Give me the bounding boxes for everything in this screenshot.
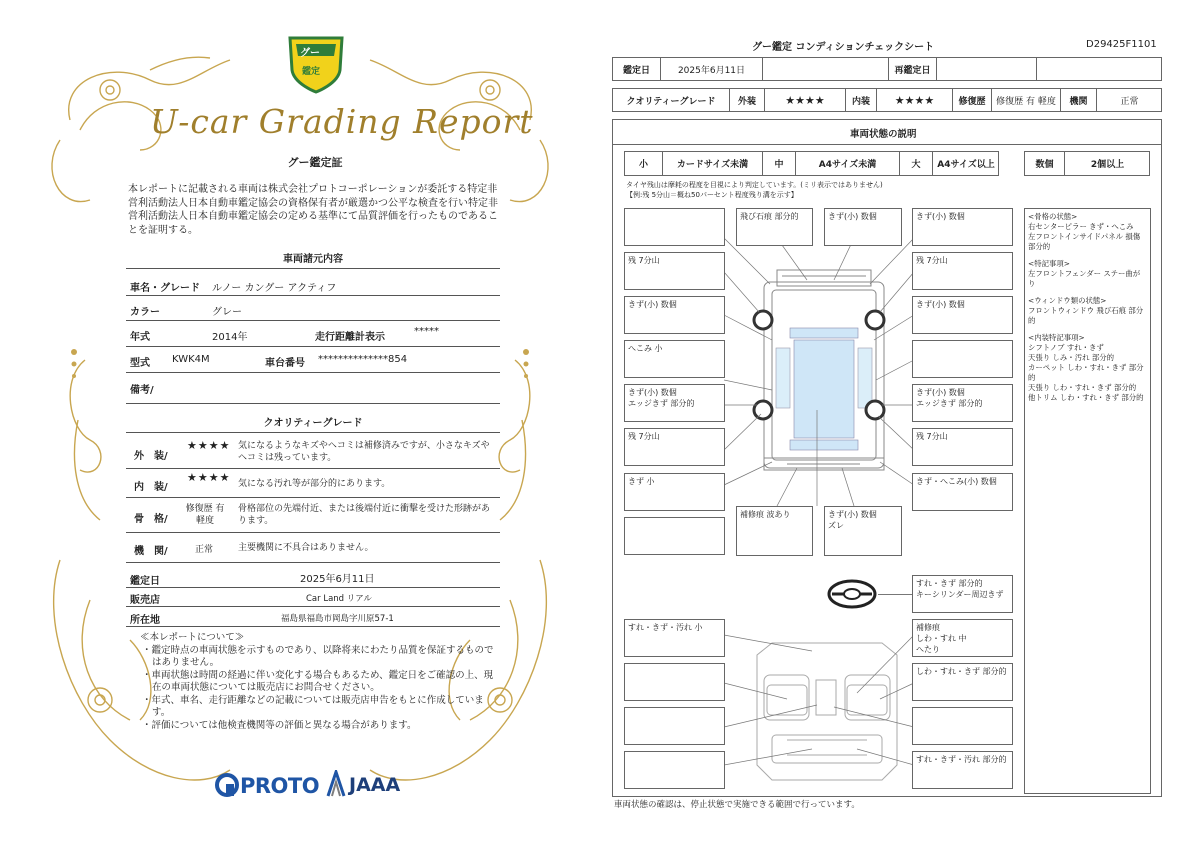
- count-desc: 2個以上: [1090, 160, 1125, 170]
- frame-label: 骨 格/: [134, 514, 168, 525]
- shop-value: Car Land リアル: [306, 594, 372, 604]
- reinspect-value: [937, 58, 1037, 80]
- specs-title: 車両諸元内容: [283, 254, 343, 265]
- damage-box: 補修痕 しわ・すれ 中 へたり: [912, 619, 1013, 657]
- engine-value: 正常: [195, 545, 214, 555]
- tire-note-2: 【例:残 5分山＝概ね50パーセント程度残り溝を示す】: [626, 191, 798, 199]
- size-legend: [624, 151, 999, 176]
- divider: [126, 497, 500, 498]
- date-label: 鑑定日: [130, 576, 160, 587]
- frame-value: 修復歴 有 軽度: [185, 504, 225, 526]
- hist-value: 修復歴 有 軽度: [992, 89, 1061, 111]
- note-item: ・評価については他検査機関等の評価と異なる場合があります。: [142, 719, 417, 731]
- damage-box: 補修痕 波あり: [736, 506, 813, 556]
- footer-note: 車両状態の確認は、停止状態で実施できる範囲で行っています。: [614, 800, 860, 810]
- special-items: <特記事項> 左フロントフェンダー ステー曲がり: [1028, 259, 1141, 288]
- damage-box: きず 小: [624, 473, 725, 511]
- remarks-label: 備考/: [130, 385, 154, 396]
- divider: [612, 144, 1162, 145]
- size-small: 小: [625, 152, 663, 175]
- divider: [126, 587, 500, 588]
- damage-box: [624, 208, 725, 246]
- year-value: 2014年: [212, 332, 248, 343]
- chassis-label: 車台番号: [265, 358, 305, 369]
- count-legend: [1024, 151, 1150, 176]
- proto-logo-icon: [214, 772, 240, 798]
- year-label: 年式: [130, 332, 150, 343]
- grade-row: [612, 88, 1162, 112]
- shop-label: 販売店: [130, 595, 160, 606]
- divider: [126, 320, 500, 321]
- divider: [126, 468, 500, 469]
- hist-label: 修復歴: [953, 89, 992, 111]
- date-label: 鑑定日: [613, 58, 661, 80]
- qg-label: クオリティーグレード: [613, 89, 730, 111]
- blank-cell: [763, 58, 889, 80]
- damage-box: きず・へこみ(小) 数個: [912, 473, 1013, 511]
- sheet-title: グー鑑定 コンディションチェックシート: [752, 42, 935, 53]
- script-title: U-car Grading Report: [150, 102, 534, 141]
- divider: [126, 403, 500, 404]
- exterior-label: 外 装/: [134, 451, 168, 462]
- frame-desc: 骨格部位の先端付近、または後端付近に衝撃を受けた形跡があります。: [238, 504, 491, 526]
- damage-box: すれ・きず・汚れ 部分的: [912, 751, 1013, 789]
- damage-box: きず(小) 数個: [912, 208, 1013, 246]
- divider: [126, 532, 500, 533]
- size-mid-desc: A4サイズ未満: [796, 152, 900, 175]
- date-value: 2025年6月11日: [661, 58, 763, 80]
- tire-note-1: タイヤ残山は摩耗の程度を目視により判定しています。(ミリ表示ではありません): [626, 181, 883, 189]
- engine-label: 機 関/: [134, 546, 168, 557]
- int-stars: ★★★★: [877, 89, 953, 111]
- address-value: 福島県福島市岡島字川原57-1: [281, 614, 394, 624]
- damage-box: [624, 751, 725, 789]
- size-large-desc: A4サイズ以上: [937, 160, 995, 170]
- divider: [126, 626, 500, 627]
- size-large: 大: [900, 152, 933, 175]
- window-notes: <ウィンドウ類の状態> フロントウィンドウ 飛び石痕 部分的: [1028, 296, 1144, 325]
- notes: [140, 632, 500, 732]
- exterior-stars: ★★★★: [187, 439, 231, 452]
- note-item: ・鑑定時点の車両状態を示すものであり、以降将来にわたり品質を保証するものではありません。: [142, 644, 494, 668]
- eng-label: 機関: [1061, 89, 1097, 111]
- divider: [126, 562, 500, 563]
- int-label: 内装: [846, 89, 877, 111]
- count-label: 数個: [1025, 152, 1065, 175]
- size-mid: 中: [763, 152, 796, 175]
- note-item: ・車両状態は時間の経過に伴い変化する場合もあるため、鑑定日をご確認の上、現在の車両状態については販売店にお問合せください。: [142, 669, 494, 693]
- damage-box: [912, 707, 1013, 745]
- damage-box: きず(小) 数個: [912, 296, 1013, 334]
- reinspect-label: 再鑑定日: [889, 58, 937, 80]
- jaaa-logo-text: JAAA: [349, 774, 401, 796]
- divider: [126, 295, 500, 296]
- interior-label: 内 装/: [134, 482, 168, 493]
- mileage-label: 走行距離計表示: [315, 332, 385, 343]
- divider: [126, 346, 500, 347]
- badge-bottom-text: 鑑定: [302, 67, 321, 77]
- interior-stars: ★★★★: [187, 471, 231, 484]
- leader-line: [878, 594, 912, 595]
- ext-label: 外装: [730, 89, 765, 111]
- damage-box: 残 7分山: [624, 428, 725, 466]
- damage-box: きず(小) 数個: [624, 296, 725, 334]
- color-label: カラー: [130, 307, 160, 318]
- goo-badge-icon: [286, 32, 346, 94]
- model-value: KWK4M: [172, 354, 210, 365]
- proto-logo-text: PROTO: [240, 774, 320, 798]
- damage-box: へこみ 小: [624, 340, 725, 378]
- damage-box: [624, 707, 725, 745]
- quality-title: クオリティーグレード: [263, 418, 363, 429]
- divider: [126, 268, 500, 269]
- damage-box: [624, 663, 725, 701]
- ext-stars: ★★★★: [765, 89, 846, 111]
- damage-box: 飛び石痕 部分的: [736, 208, 813, 246]
- badge-top-text: グー: [300, 48, 320, 59]
- sheet-code: D29425F1101: [1086, 39, 1157, 50]
- damage-box: 残 7分山: [624, 252, 725, 290]
- intro-text: 本レポートに記載される車両は株式会社プロトコーポレーションが委託する特定非営利活動法人日本自動車鑑定協会の資格保有者が厳選かつ公平な検査を行い特定非営利活動法人日本自動車鑑定協会の定める基準にて品質評価を行ったものであることを証明する。: [128, 184, 498, 236]
- damage-box: きず(小) 数個 エッジきず 部分的: [912, 384, 1013, 422]
- damage-box: すれ・きず・汚れ 小: [624, 619, 725, 657]
- eng-value: 正常: [1120, 96, 1139, 107]
- steering-wheel-icon: [826, 578, 878, 610]
- interior-desc: 気になる汚れ等が部分的にあります。: [238, 479, 391, 489]
- damage-box: しわ・すれ・きず 部分的: [912, 663, 1013, 701]
- damage-box: きず(小) 数個 エッジきず 部分的: [624, 384, 725, 422]
- state-title: 車両状態の説明: [850, 129, 917, 140]
- divider: [126, 372, 500, 373]
- mileage-value: *****: [414, 326, 439, 337]
- name-value: ルノー カングー アクティフ: [212, 283, 337, 294]
- damage-box: きず(小) 数個: [824, 208, 902, 246]
- color-value: グレー: [212, 307, 242, 318]
- note-item: ・年式、車名、走行距離などの記載については販売店申告をもとに作成しています。: [142, 694, 484, 718]
- model-label: 型式: [130, 358, 150, 369]
- damage-box: [624, 517, 725, 555]
- divider: [126, 606, 500, 607]
- damage-box: 残 7分山: [912, 252, 1013, 290]
- size-small-desc: カードサイズ未満: [663, 152, 763, 175]
- date-value: 2025年6月11日: [300, 574, 375, 585]
- divider: [126, 432, 500, 433]
- damage-box: 残 7分山: [912, 428, 1013, 466]
- address-label: 所在地: [130, 615, 160, 626]
- exterior-desc: 気になるようなキズやヘコミは補修済みですが、小さなキズやヘコミは残っています。: [238, 441, 490, 463]
- damage-box: きず(小) 数個 ズレ: [824, 506, 902, 556]
- frame-notes: <骨格の状態> 右センターピラー きず・へこみ 左フロントインサイドパネル 損傷 部分的: [1028, 212, 1141, 251]
- special-notes: [1024, 208, 1151, 794]
- cert-title: グー鑑定証: [287, 156, 343, 169]
- damage-box: [912, 340, 1013, 378]
- damage-box: すれ・きず 部分的 キーシリンダー周辺きず: [912, 575, 1013, 613]
- date-row: [612, 57, 1162, 81]
- interior-notes: <内装特記事項> シフトノブ すれ・きず 天張り しみ・汚れ 部分的 カーペット しわ・すれ・きず 部分的 天張り しわ・すれ・きず 部分的 他トリム しわ・すれ・きず 部分的: [1028, 333, 1144, 402]
- chassis-value: **************854: [318, 354, 408, 365]
- jaaa-logo-icon: [326, 770, 346, 798]
- notes-title: ≪本レポートについて≫: [140, 632, 245, 643]
- name-label: 車名・グレード: [130, 283, 200, 294]
- engine-desc: 主要機関に不具合はありません。: [238, 543, 374, 553]
